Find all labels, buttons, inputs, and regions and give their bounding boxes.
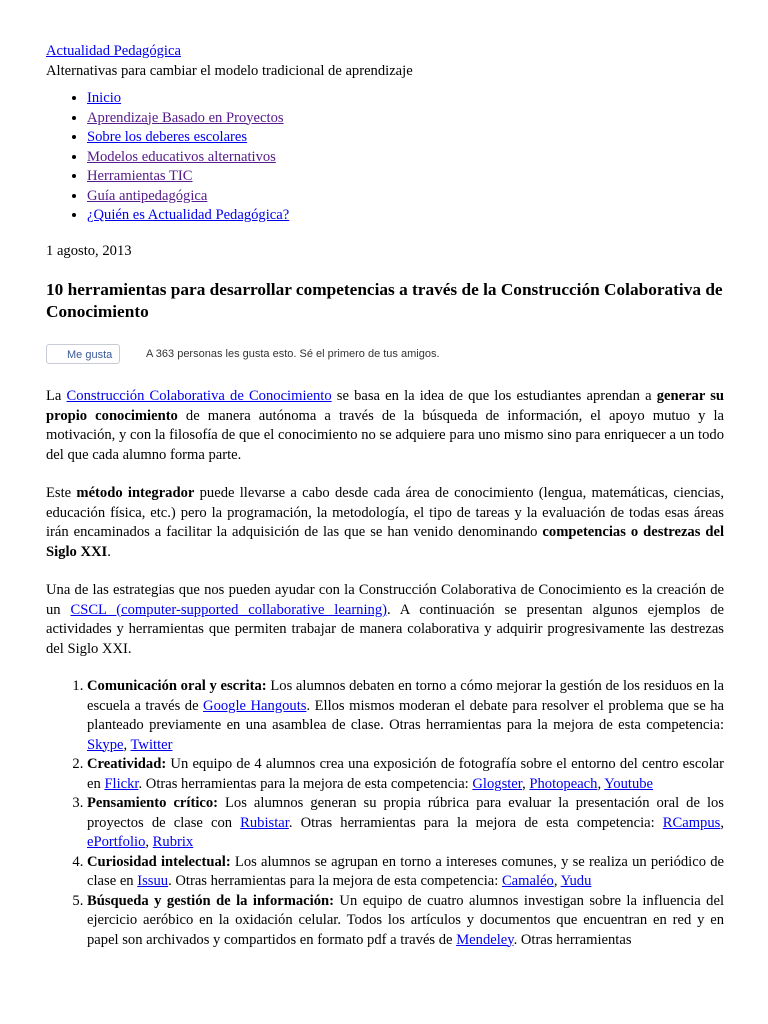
text: Una de las estrategias que nos pueden ayudar con la Construcción Colaborativa de Conocimiento es la creación de un xyxy=(46,582,724,618)
separator: , xyxy=(145,834,153,850)
text: Los alumnos se agrupan en torno a intereses comunes, y se realiza un periódico de clase en xyxy=(87,853,724,889)
text: Un equipo de cuatro alumnos investigan sobre la influencia del ejercicio aeróbico en la oxidación celular. Todos los artículos y documentos que encuentran en red y en papel son archivados y compartidos en formato pdf a través de xyxy=(87,892,724,948)
link-eportfolio[interactable]: ePortfolio xyxy=(87,834,146,850)
post-body xyxy=(46,387,724,950)
nav-link-quien[interactable]: ¿Quién es Actualidad Pedagógica? xyxy=(87,207,290,223)
text: Este xyxy=(46,485,77,501)
bold-text: Búsqueda y gestión de la información: xyxy=(87,892,334,909)
text: . Otras herramientas para la mejora de esta competencia: xyxy=(168,873,502,889)
text: . Otras herramientas xyxy=(513,931,632,948)
list-item xyxy=(87,853,724,892)
link-cameleo[interactable]: Camaléo xyxy=(501,873,554,889)
bold-text: Pensamiento crítico: xyxy=(87,795,219,811)
nav-item-herramientas xyxy=(87,167,724,187)
nav-link-inicio[interactable]: Inicio xyxy=(87,90,122,106)
paragraph-metodo xyxy=(46,484,724,562)
separator: , xyxy=(597,775,605,792)
text: . A continuación se presentan algunos ejemplos de actividades y herramientas que permiten trabajar de manera colaborativa y adquirir progresivamente las destrezas del Siglo XXI. xyxy=(46,601,724,657)
link-twitter[interactable]: Twitter xyxy=(130,736,173,753)
bold-text: generar su propio conocimiento xyxy=(46,388,724,424)
link-google-hangouts[interactable]: Google Hangouts xyxy=(203,697,307,714)
main-nav xyxy=(46,89,724,226)
link-rcampus[interactable]: RCampus xyxy=(662,814,721,831)
text: . Otras herramientas para la mejora de esta competencia: xyxy=(288,814,663,831)
link-glogster[interactable]: Glogster xyxy=(472,775,523,792)
text: puede llevarse a cabo desde cada área de conocimiento (lengua, matemáticas, ciencias, educación física, etc.) pero la programación, la metodología, el tipo de tareas y la evaluación de todas esas áreas irán encaminados a facilitar la adquisición de las que se han venido denominando xyxy=(46,485,724,540)
link-issuu[interactable]: Issuu xyxy=(137,873,169,889)
link-rubistar[interactable]: Rubistar xyxy=(240,814,289,831)
text: Un equipo de 4 alumnos crea una exposición de fotografía sobre el entorno del centro escolar en xyxy=(87,756,724,792)
like-count-text: A 363 personas les gusta esto. Sé el primero de tus amigos. xyxy=(146,348,440,360)
separator: , xyxy=(123,736,131,753)
like-button[interactable]: Me gusta xyxy=(46,344,120,364)
list-item xyxy=(87,755,724,794)
bold-text: competencias o destrezas del Siglo XXI xyxy=(46,524,725,560)
site-title-link[interactable]: Actualidad Pedagógica xyxy=(46,43,181,59)
link-flickr[interactable]: Flickr xyxy=(104,775,139,792)
bold-text: Comunicación oral y escrita: xyxy=(87,678,267,694)
nav-link-modelos[interactable]: Modelos educativos alternativos xyxy=(87,148,276,165)
separator: , xyxy=(553,873,561,889)
tools-list xyxy=(46,677,724,950)
link-cscl[interactable]: CSCL (computer-supported collaborative learning) xyxy=(70,601,387,618)
nav-item-deberes xyxy=(87,128,724,148)
link-youtube[interactable]: Youtube xyxy=(604,775,654,792)
nav-item-modelos xyxy=(87,148,724,168)
nav-item-inicio xyxy=(87,89,724,109)
link-photopeach[interactable]: Photopeach xyxy=(529,775,598,792)
text: Los alumnos debaten en torno a cómo mejorar la gestión de los residuos en la escuela a través de xyxy=(87,678,724,714)
post-title: 10 herramientas para desarrollar competencias a través de la Construcción Colaborativa de Conocimiento xyxy=(46,280,723,321)
post-date: 1 agosto, 2013 xyxy=(46,242,132,259)
separator: , xyxy=(720,814,724,831)
link-rubrix[interactable]: Rubrix xyxy=(152,834,194,850)
separator: , xyxy=(522,775,530,792)
paragraph-intro xyxy=(46,387,724,465)
page xyxy=(46,42,724,950)
paragraph-estrategias xyxy=(46,581,724,659)
list-item xyxy=(87,677,724,755)
link-construccion-colaborativa[interactable]: Construcción Colaborativa de Conocimiento xyxy=(66,388,332,404)
link-skype[interactable]: Skype xyxy=(87,736,124,753)
text: de manera autónoma a través de la búsqueda de información, el apoyo mutuo y la motivación, y con la filosofía de que el conocimiento no se adquiere para uno mismo sino para enriquecer a un todo del que cada alumno forma parte. xyxy=(46,407,724,463)
list-item xyxy=(87,794,724,853)
text: La xyxy=(46,388,67,404)
nav-link-herramientas[interactable]: Herramientas TIC xyxy=(87,168,193,184)
nav-link-abp[interactable]: Aprendizaje Basado en Proyectos xyxy=(87,109,284,126)
text: Los alumnos generan su propia rúbrica para evaluar la presentación oral de los proyectos de clase con xyxy=(87,795,724,831)
site-tagline: Alternativas para cambiar el modelo tradicional de aprendizaje xyxy=(46,62,413,79)
nav-link-deberes[interactable]: Sobre los deberes escolares xyxy=(87,129,248,145)
list-item xyxy=(87,892,724,951)
nav-item-quien xyxy=(87,206,724,226)
nav-item-abp xyxy=(87,109,724,129)
text: se basa en la idea de que los estudiantes aprendan a xyxy=(331,388,657,404)
link-yudu[interactable]: Yudu xyxy=(560,873,592,889)
text: . Ellos mismos moderan el debate para resolver el problema que se ha planteado previamente en una asamblea de clase. Otras herramientas para la mejora de esta competencia: xyxy=(87,697,724,733)
link-mendeley[interactable]: Mendeley xyxy=(456,931,514,948)
facebook-like-widget xyxy=(46,344,724,366)
bold-text: Creatividad: xyxy=(87,756,167,772)
text: . Otras herramientas para la mejora de esta competencia: xyxy=(138,775,473,792)
nav-item-guia xyxy=(87,187,724,207)
bold-text: método integrador xyxy=(76,485,195,501)
bold-text: Curiosidad intelectual: xyxy=(87,853,231,870)
text: . xyxy=(107,543,111,560)
nav-link-guia[interactable]: Guía antipedagógica xyxy=(87,187,208,204)
